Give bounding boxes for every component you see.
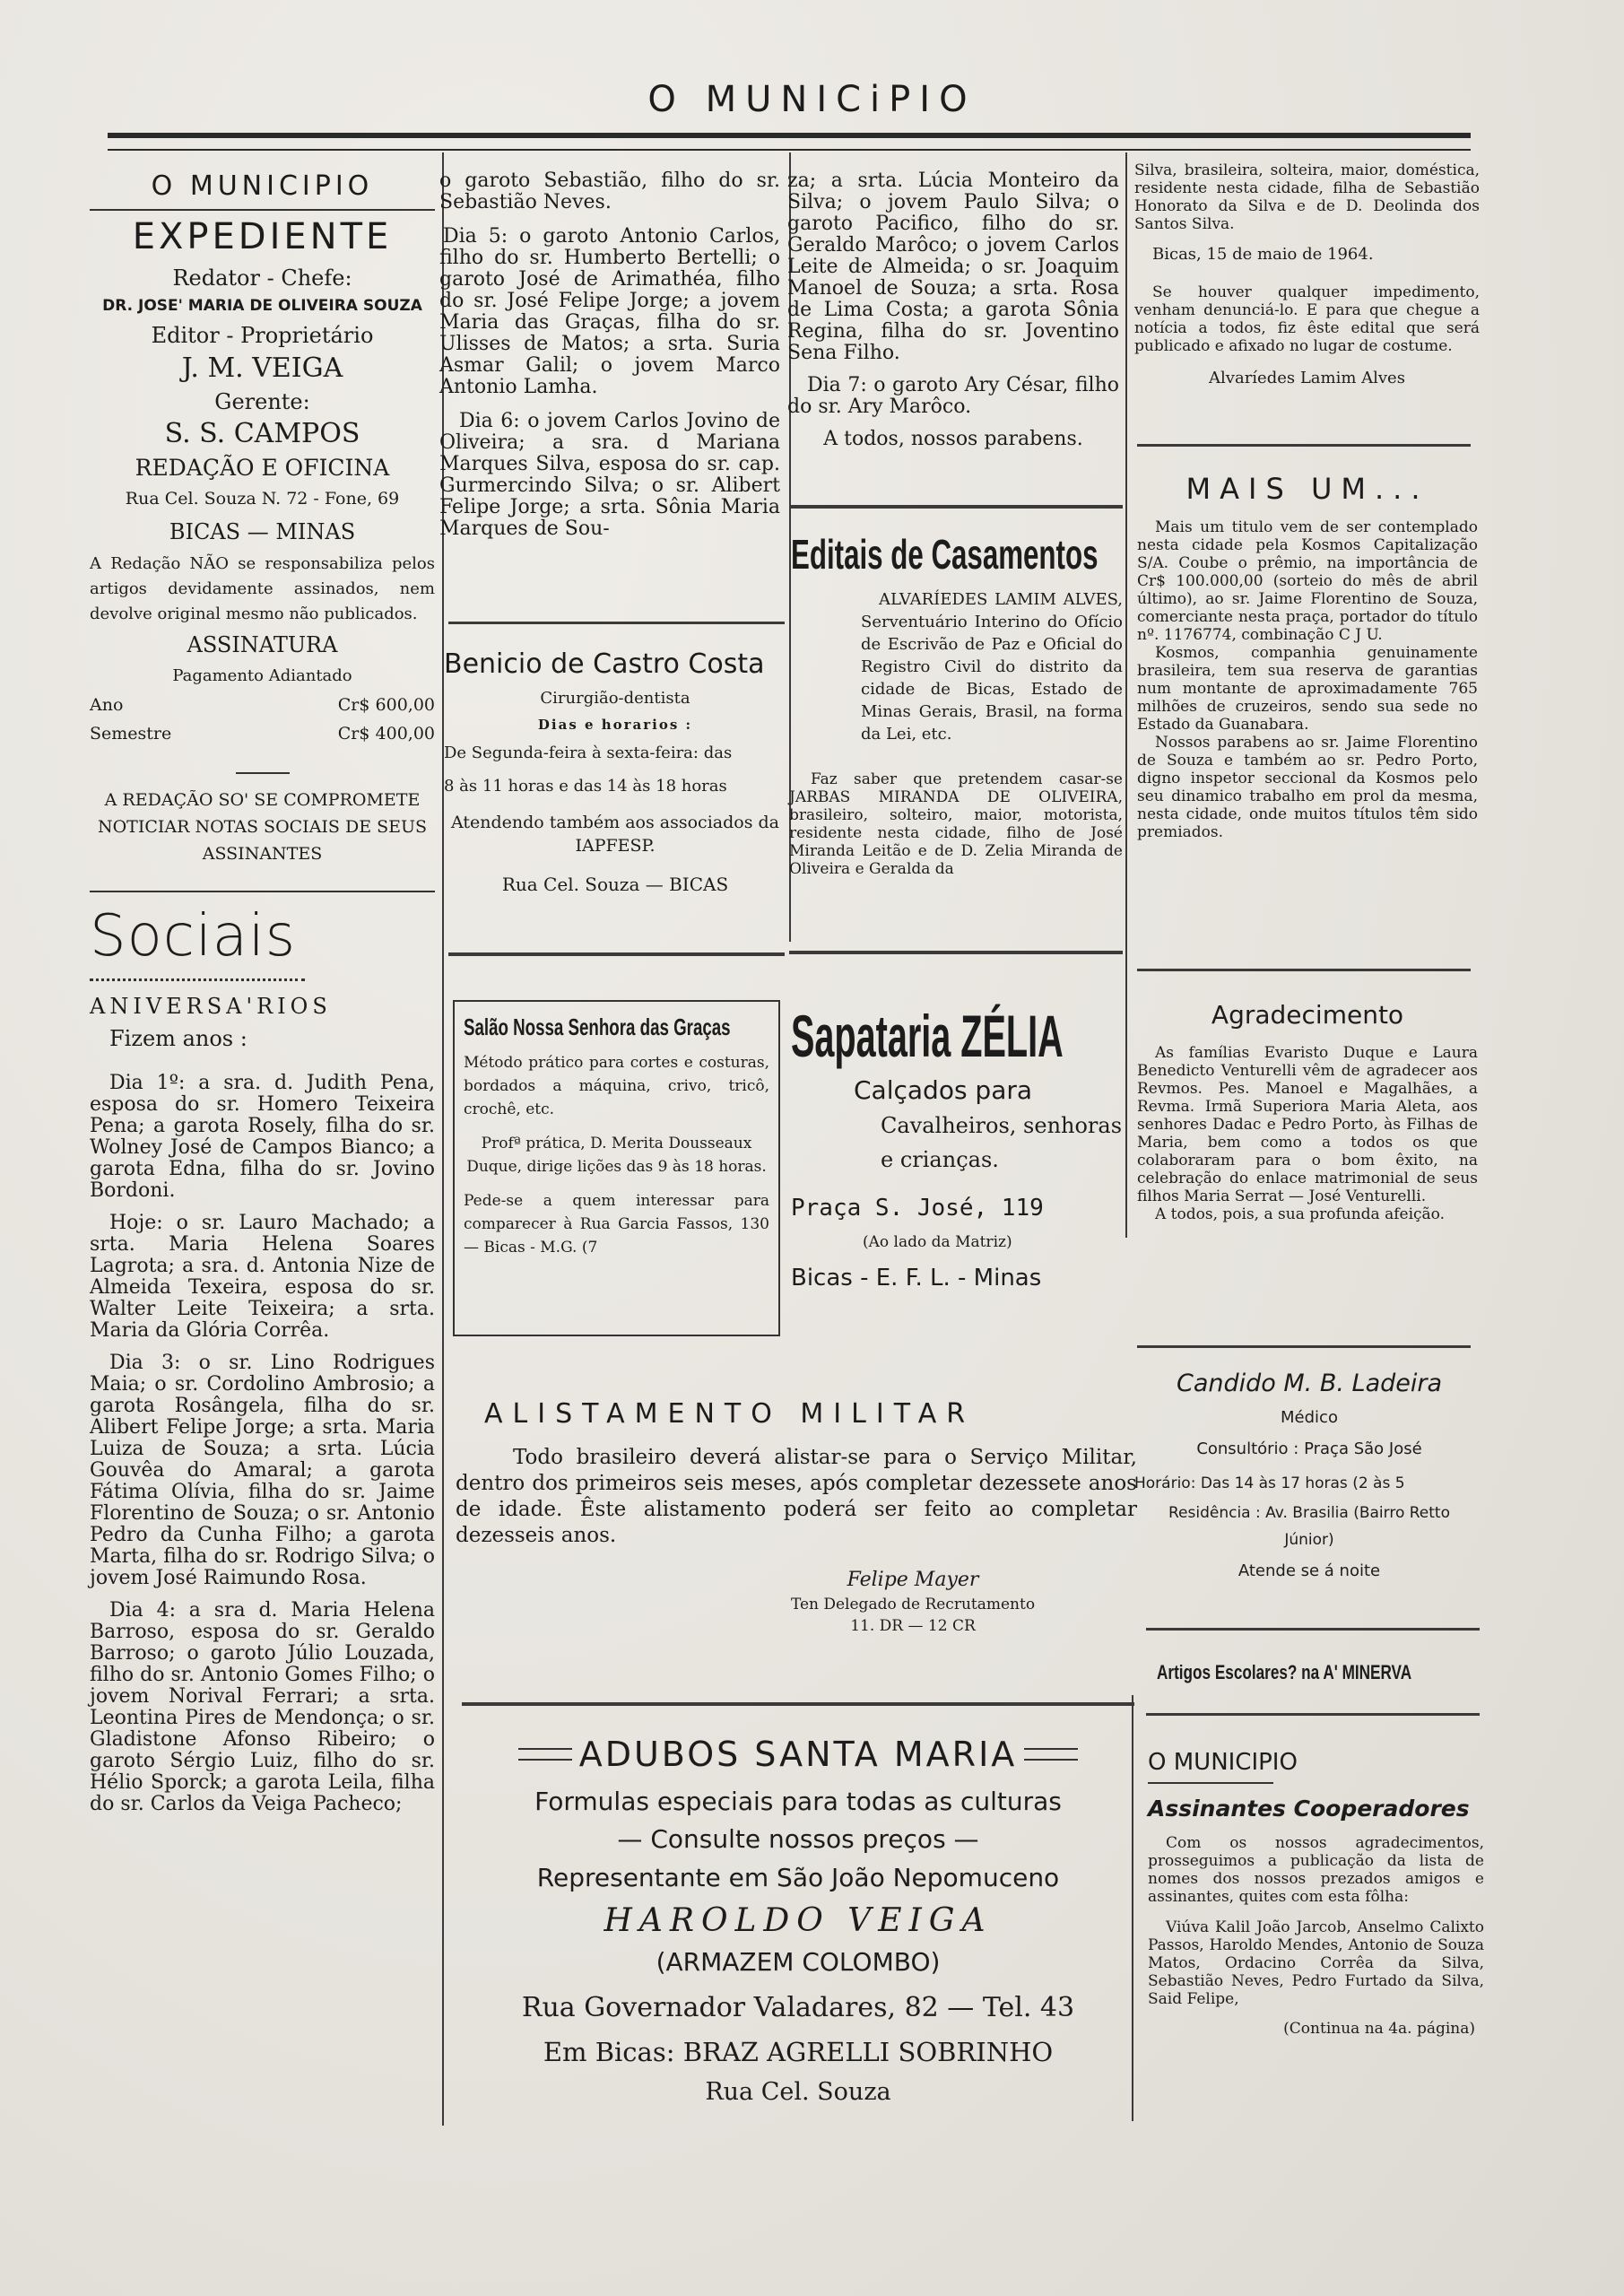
gerente-label: Gerente: [214, 389, 310, 414]
dentist-title: Cirurgião-dentista [540, 689, 690, 708]
column-3 [787, 151, 1119, 461]
column-divider [1125, 152, 1127, 1238]
ornament-rule [518, 1748, 572, 1761]
aniversario-hoje: Hoje: o sr. Lauro Machado; a srta. Maria Helena Soares Lagrota; a sra. d. Antonia Nize de Almeida Texeira, esposa do sr. Walter Leite Teixeira; a srta. Maria da Glória Corrêa. [90, 1212, 435, 1342]
sapataria-ad [791, 1000, 1125, 1302]
divider [90, 209, 435, 211]
editais-cont: Silva, brasileira, solteira, maior, doméstica, residente nesta cidade, filha de Sebastião Honorato da Silva e de D. Deolinda dos Santos Silva. [1134, 161, 1480, 233]
editais-title: Editais de Casamentos [791, 531, 1099, 578]
divider [1137, 969, 1471, 971]
cooperadores-section [1148, 1744, 1484, 2042]
expediente-title: EXPEDIENTE [132, 216, 393, 257]
divider [1146, 1713, 1480, 1716]
editor-name: J. M. VEIGA [181, 352, 343, 384]
divider [90, 891, 435, 892]
dentist-hours-label: Dias e horarios : [537, 717, 693, 733]
city: BICAS — MINAS [169, 519, 356, 544]
medico-ad [1134, 1363, 1484, 1589]
divider [448, 622, 785, 624]
adubos-line4: HAROLDO VEIGA [604, 1902, 993, 1939]
adubos-line6: Rua Governador Valadares, 82 — Tel. 43 [521, 1992, 1075, 2023]
sapataria-line2: Cavalheiros, senhoras [881, 1113, 1123, 1138]
price-row-semestre [90, 720, 435, 747]
semestre-value: Cr$ 400,00 [337, 724, 435, 744]
sociais-ornament [90, 973, 305, 981]
medico-horario: Horário: Das 14 às 17 horas (2 às 5 [1134, 1474, 1405, 1492]
aniversario-dia4: Dia 4: a sra d. Maria Helena Barroso, esposa do sr. Geraldo Barroso; o garoto Júlio Louzada, filho do sr. Antonio Gomes Filho; o jovem Norival Ferrari; a srta. Leontina Pires de Mendonça; o sr. Gladistone Afonso Ribeiro; o garoto Sérgio Luiz, filho do sr. Hélio Sporck; a garota Leila, filha do sr. Carlos da Veiga Pacheco; [90, 1599, 435, 1815]
divider [1137, 444, 1471, 447]
salao-title: Salão Nossa Senhora das Graças [464, 1013, 731, 1040]
alistamento-title: ALISTAMENTO MILITAR [484, 1398, 976, 1430]
short-divider [236, 772, 290, 774]
sapataria-line3: e crianças. [881, 1147, 999, 1172]
sapataria-line1: Calçados para [854, 1075, 1033, 1105]
adubos-line5: (ARMAZEM COLOMBO) [656, 1947, 941, 1977]
dentist-hours: 8 às 11 horas e das 14 às 18 horas [444, 777, 727, 796]
gerente-name: S. S. CAMPOS [164, 418, 360, 449]
aniversario-cont-2: za; a srta. Lúcia Monteiro da Silva; o jovem Paulo Silva; o garoto Pacifico, filho do sr. Geraldo Marôco; o jovem Carlos Leite de Almeida; o sr. Joaquim Manoel de Souza; a srta. Rosa de Lima Costa; a garota Sônia Regina, filha do sr. Joventino Sena Filho. [787, 170, 1119, 364]
assinatura-title: ASSINATURA [187, 632, 338, 657]
semestre-label: Semestre [90, 724, 172, 744]
divider [462, 1702, 1134, 1706]
fizem-anos: Fizem anos : [109, 1026, 248, 1051]
sapataria-matriz: (Ao lado da Matriz) [863, 1233, 1012, 1251]
divider [1148, 1782, 1273, 1784]
adubos-line3: Representante em São João Nepomuceno [536, 1863, 1060, 1892]
redacao-title: REDAÇÃO E OFICINA [135, 455, 390, 481]
editais-section [789, 527, 1123, 878]
masthead: O MUNICiPIO [647, 79, 977, 120]
salao-ad [453, 1000, 780, 1336]
minerva-ad [1157, 1655, 1489, 1692]
aniversario-dia6: Dia 6: o jovem Carlos Jovino de Oliveira; a sra. d Mariana Marques Silva, esposa do sr. cap. Gurmercindo Silva; o sr. Alibert Felipe Jorge; a srta. Sônia Maria Marques de Sou- [439, 410, 780, 540]
medico-consultorio: Consultório : Praça São José [1196, 1439, 1422, 1458]
pagamento-label: Pagamento Adiantado [172, 666, 352, 685]
column-4 [1134, 151, 1480, 389]
divider [1146, 1628, 1480, 1631]
cooperadores-names: Viúva Kalil João Jarcob, Anselmo Calixto Passos, Haroldo Mendes, Antonio de Souza Matos, Ordacino Corrêa da Silva, Sebastião Neves, Pedro Furtado da Silva, Said Felipe, [1148, 1918, 1484, 2008]
aniversario-dia7: Dia 7: o garoto Ary César, filho do sr. Ary Marôco. [787, 374, 1119, 418]
agradecimento-p2: A todos, pois, a sua profunda afeição. [1155, 1205, 1446, 1223]
sociais-title: Sociais [90, 903, 297, 970]
salao-text: Método prático para cortes e costuras, bordados a máquina, crivo, tricô, crochê, etc. [464, 1054, 769, 1118]
ano-value: Cr$ 600,00 [337, 695, 435, 715]
aniversario-dia1: Dia 1º: a sra. d. Judith Pena, esposa do sr. Homero Teixeira Pena; a garota Rosely, filha do sr. Wolney José de Campos Bianco; a garota Edna, filha do sr. Jovino Bordoni. [90, 1072, 435, 1202]
agradecimento-p1: As famílias Evaristo Duque e Laura Benedicto Venturelli vêm de agradecer aos Revmos. Pes. Manoel e Magalhães, a Revma. Irmã Superiora Maria Aleta, aos senhores Dadac e Pedro Porto, às Filhas de Maria, bem como a todos os que colaboraram para o bom êxito, na celebração do enlace matrimonial de seus filhos Maria Serrat — José Venturelli. [1137, 1044, 1478, 1205]
editais-faz-saber: Faz saber que pretendem casar-se JARBAS MIRANDA DE OLIVEIRA, brasileiro, solteiro, maior, motorista, residente nesta cidade, filho de José Miranda Leitão e de D. Zelia Miranda de Oliveira e Geralda da [789, 770, 1123, 878]
agradecimento-title: Agradecimento [1211, 1000, 1404, 1030]
cooperadores-cont: (Continua na 4a. página) [1283, 2020, 1475, 2038]
medico-residencia: Residência : Av. Brasilia (Bairro Retto Júnior) [1168, 1504, 1451, 1549]
paper-name: O MUNICIPIO [151, 170, 374, 202]
medico-name: Candido M. B. Ladeira [1176, 1370, 1443, 1397]
medico-title: Médico [1281, 1408, 1338, 1427]
mais-um-p2: Kosmos, companhia genuinamente brasileira, tem sua reserva de garantias num montante de aproximadamente 765 milhões de cruzeiros, sendo sua sede no Estado da Guanabara. [1137, 644, 1478, 734]
alistamento-signer: Felipe Mayer [847, 1569, 979, 1591]
column-divider [1132, 1695, 1133, 2121]
aniversario-dia3: Dia 3: o sr. Lino Rodrigues Maia; o sr. Cordolino Ambrosio; a garota Rosângela, filha do sr. Alibert Felipe Jorge; a srta. Maria Luiza de Souza; a srta. Lúcia Gouvêa do Amaral; a garota Fátima Olívia, filha do sr. Jaime Florentino de Souza; o sr. Antonio Pedro da Cunha Filho; a garota Marta, filha do sr. Rodrigo Silva; o jovem José Raimundo Rosa. [90, 1352, 435, 1589]
editais-impedimento: Se houver qualquer impedimento, venham denunciá-lo. E para que chegue a notícia a todos, fiz êste edital que será publicado e afixado no lugar de costume. [1134, 283, 1480, 355]
adubos-title: ADUBOS SANTA MARIA [578, 1735, 1018, 1774]
aniversario-dia5: Dia 5: o garoto Antonio Carlos, filho do sr. Humberto Bertelli; o garoto José de Arimathéa, filho do sr. José Felipe Jorge; a jovem Maria das Graças, filha do sr. Ulisses de Matos; a srta. Suria Asmar Galil; o jovem Marco Antonio Lamha. [439, 225, 780, 398]
address: Rua Cel. Souza N. 72 - Fone, 69 [125, 489, 400, 509]
parabens: A todos, nossos parabens. [823, 428, 1083, 450]
aniversarios-title: ANIVERSA'RIOS [90, 994, 332, 1019]
adubos-header [466, 1731, 1130, 1778]
mais-um-section [1137, 466, 1478, 841]
sapataria-title: Sapataria ZÉLIA [791, 1003, 1064, 1069]
mais-um-p1: Mais um titulo vem de ser contemplado nesta cidade pela Kosmos Capitalização S/A. Coube o prêmio, na importância de Cr$ 100.000,00 (sorteio do mês de abril último), ao sr. Jaime Florentino de Souza, comerciante nesta praça, portador do título nº. 1176774, combinação C J U. [1137, 518, 1478, 644]
alistamento-signer-title: Ten Delegado de Recrutamento [790, 1596, 1036, 1613]
dentist-name: Benicio de Castro Costa [444, 648, 765, 680]
disclaimer: A Redação NÃO se responsabiliza pelos artigos devidamente assinados, nem devolve original mesmo não publicados. [90, 554, 435, 623]
aniversario-cont: o garoto Sebastião, filho do sr. Sebastião Neves. [439, 170, 780, 213]
cooperadores-paper: O MUNICIPIO [1148, 1749, 1298, 1776]
masthead-rule [108, 133, 1471, 151]
column-2 [439, 151, 780, 551]
redator-label: Redator - Chefe: [172, 265, 352, 291]
adubos-line7: Em Bicas: BRAZ AGRELLI SOBRINHO [543, 2037, 1054, 2067]
alistamento-signer-unit: 11. DR — 12 CR [850, 1617, 976, 1635]
alistamento-notice [456, 1395, 1137, 1637]
editais-signature: Alvaríedes Lamim Alves [1209, 369, 1405, 387]
divider [789, 951, 1123, 954]
sapataria-city: Bicas - E. F. L. - Minas [791, 1265, 1042, 1292]
redator-name: DR. JOSE' MARIA DE OLIVEIRA SOUZA [102, 297, 422, 315]
ano-label: Ano [90, 695, 124, 715]
dentist-ad [444, 646, 786, 902]
agradecimento-section [1137, 996, 1478, 1223]
divider [1137, 1345, 1471, 1348]
price-row-ano [90, 690, 435, 720]
editais-text: ALVARÍEDES LAMIM ALVES, Serventuário Interino do Ofício de Escrivão de Paz e Oficial do Registro Civil do distrito da cidade de Bicas, Estado de Minas Gerais, Brasil, na forma da Lei, etc. [861, 590, 1123, 744]
sapataria-address: Praça S. José, 119 [791, 1195, 1044, 1222]
divider [789, 505, 1123, 509]
adubos-line1: Formulas especiais para todas as culturas [534, 1787, 1062, 1816]
salao-contact: Pede-se a quem interessar para comparecer à Rua Garcia Fassos, 130 — Bicas - M.G. (7 [464, 1192, 769, 1257]
editor-label: Editor - Proprietário [151, 323, 374, 348]
adubos-ad [466, 1731, 1130, 2130]
editais-date: Bicas, 15 de maio de 1964. [1152, 245, 1374, 264]
medico-atende: Atende se á noite [1238, 1561, 1381, 1580]
mais-um-title: MAIS UM... [1185, 472, 1429, 506]
artigos-escolares: Artigos Escolares? na A' MINERVA [1157, 1661, 1412, 1683]
dentist-days: De Segunda-feira à sexta-feira: das [444, 744, 733, 762]
column-1 [90, 151, 435, 1826]
adubos-line2: — Consulte nossos preços — [617, 1824, 979, 1854]
divider [448, 952, 785, 956]
cooperadores-intro: Com os nossos agradecimentos, prosseguimos a publicação da lista de nomes dos nossos prezados amigos e assinantes, quites com esta fôlha: [1148, 1834, 1484, 1906]
alistamento-text: Todo brasileiro deverá alistar-se para o Serviço Militar, dentro dos primeiros seis meses, após completar dezessete anos de idade. Êste alistamento poderá ser feito ao completar dezesseis anos. [456, 1446, 1137, 1547]
adubos-line8: Rua Cel. Souza [705, 2078, 891, 2106]
ornament-rule [1024, 1748, 1078, 1761]
salao-prof: Profª prática, D. Merita Dousseaux Duque, dirige lições das 9 às 18 horas. [466, 1135, 767, 1176]
dentist-address: Rua Cel. Souza — BICAS [501, 874, 729, 895]
dentist-iapfesp: Atendendo também aos associados da IAPFESP. [451, 813, 779, 856]
mais-um-p3: Nossos parabens ao sr. Jaime Florentino de Souza e também ao sr. Pedro Porto, digno inspetor seccional da Kosmos pelo seu dinamico trabalho em prol da mesma, nesta cidade, onde muitos títulos têm sido premiados. [1137, 734, 1478, 841]
compromisso-notice: A REDAÇÃO SO' SE COMPROMETE NOTICIAR NOTAS SOCIAIS DE SEUS ASSINANTES [97, 790, 428, 864]
cooperadores-title: Assinantes Cooperadores [1148, 1796, 1470, 1822]
